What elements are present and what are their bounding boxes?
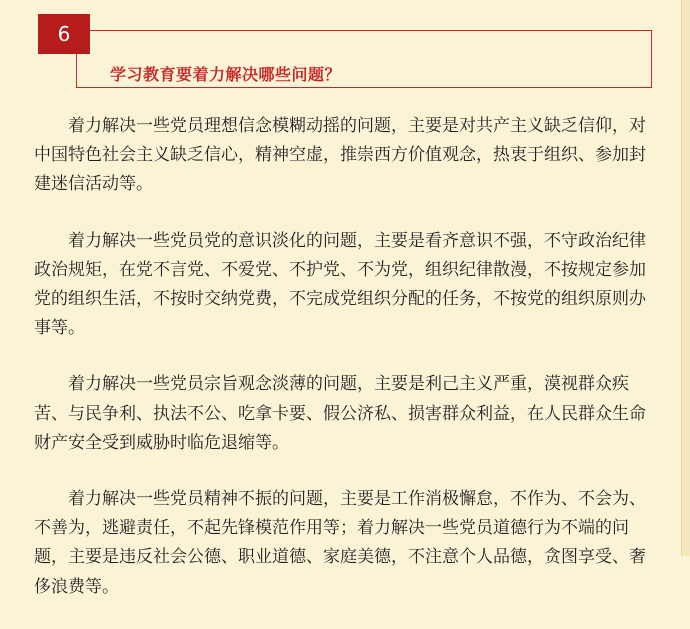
section-header [38, 14, 652, 90]
paragraph-2: 着力解决一些党员党的意识淡化的问题，主要是看齐意识不强，不守政治纪律政治规矩，在党不言党、不爱党、不护党、不为党，组织纪律散漫，不按规定参加党的组织生活，不按时交纳党费，不完成党组织分配的任务，不按党的组织原则办事等。 [34, 230, 646, 339]
paragraph-3: 着力解决一些党员宗旨观念淡薄的问题，主要是利己主义严重，漠视群众疾苦、与民争利、执法不公、吃拿卡要、假公济私、损害群众利益，在人民群众生命财产安全受到威胁时临危退缩等。 [34, 374, 646, 453]
paragraph-1: 着力解决一些党员理想信念模糊动摇的问题，主要是对共产主义缺乏信仰，对中国特色社会主义缺乏信心，精神空虚，推崇西方价值观念，热衷于组织、参加封建迷信活动等。 [34, 116, 646, 195]
page-edge-divider [681, 0, 690, 556]
section-number-badge: 6 [38, 14, 90, 54]
section-title: 学习教育要着力解决哪些问题？ [110, 65, 342, 84]
paragraph-4: 着力解决一些党员精神不振的问题，主要是工作消极懈怠，不作为、不会为、不善为，逃避责任，不起先锋模范作用等；着力解决一些党员道德行为不端的问题，主要是违反社会公德、职业道德、家庭美德，不注意个人品德，贪图享受、奢侈浪费等。 [34, 489, 646, 597]
article-body [34, 112, 654, 629]
